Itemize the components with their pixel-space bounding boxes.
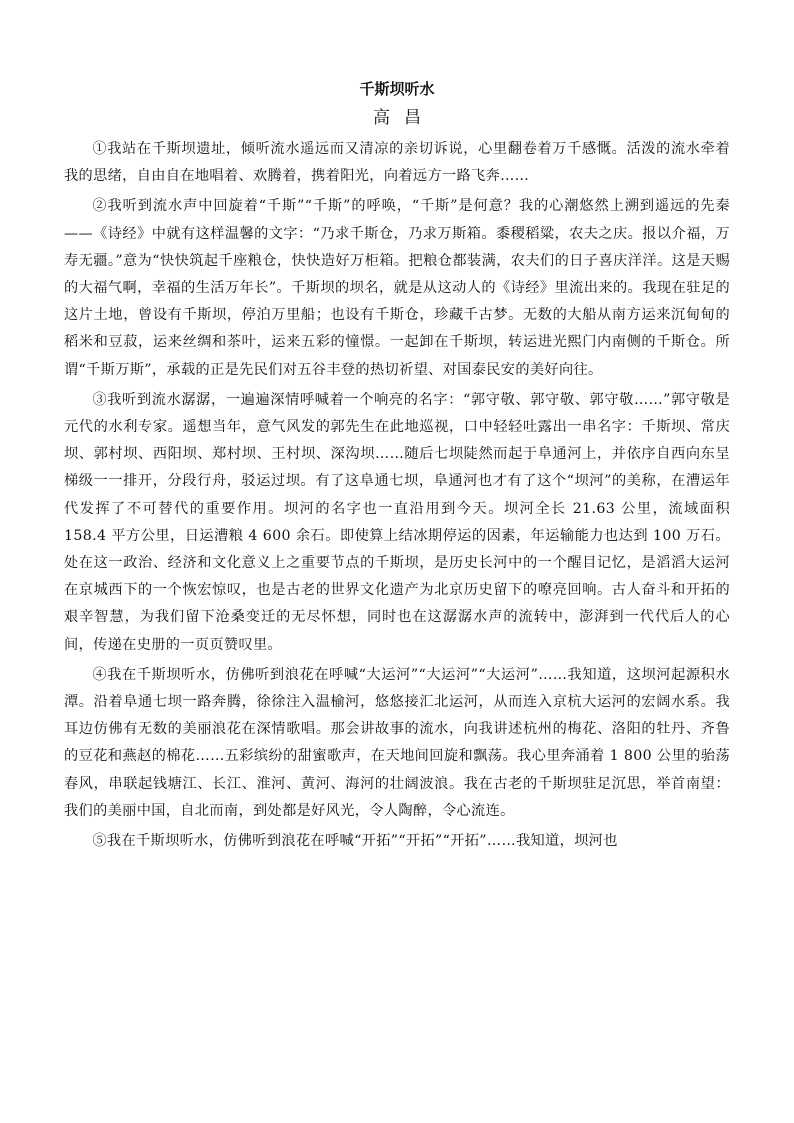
paragraph-3: ③我听到流水潺潺，一遍遍深情呼喊着一个响亮的名字：“郭守敬、郭守敬、郭守敬……”郭守敬是元代的水利专家。遥想当年，意气风发的郭先生在此地巡视，口中轻轻吐露出一串名字：千斯坝、常庆坝、郭村坝、西阳坝、郑村坝、王村坝、深沟坝……随后七坝陡然而起于阜通河上，并依序自西向东呈梯级一一排开，分段行舟，驳运过坝。有了这阜通七坝，阜通河也才有了这个“坝河”的美称，在漕运年代发挥了不可替代的重要作用。坝河的名字也一直沿用到今天。坝河全长 21.63 公里，流域面积 158.4 平方公里，日运漕粮 4 600 余石。即使算上结冰期停运的因素，年运输能力也达到 100 万石。处在这一政治、经济和文化意义上之重要节点的千斯坝，是历史长河中的一个醒目记忆，是滔滔大运河在京城西下的一个恢宏惊叹，也是古老的世界文化遗产为北京历史留下的嘹亮回响。古人奋斗和开拓的艰辛智慧，为我们留下沧桑变迁的无尽怀想，同时也在这潺潺水声的流转中，澎湃到一代代后人的心间，传递在史册的一页页赞叹里。 (64, 391, 730, 653)
paragraph-4: ④我在千斯坝听水，仿佛听到浪花在呼喊“大运河”“大运河”“大运河”……我知道，这坝河起源积水潭。沿着阜通七坝一路奔腾，徐徐注入温榆河，悠悠接汇北运河，从而连入京杭大运河的宏阔水系。我耳边仿佛有无数的美丽浪花在深情歌唱。那会讲故事的流水，向我讲述杭州的梅花、洛阳的牡丹、齐鲁的豆花和燕赵的棉花……五彩缤纷的甜蜜歌声，在天地间回旋和飘荡。我心里奔涌着 1 800 公里的骀荡春风，串联起钱塘江、长江、淮河、黄河、海河的壮阔波浪。我在古老的千斯坝驻足沉思，举首南望：我们的美丽中国，自北而南，到处都是好风光，令人陶醉，令心流连。 (64, 666, 730, 819)
article-title: 千斯坝听水 (359, 80, 435, 98)
article-author: 高昌 (373, 108, 435, 128)
document-page (64, 78, 730, 858)
paragraph-5: ⑤我在千斯坝听水，仿佛听到浪花在呼喊“开拓”“开拓”“开拓”……我知道，坝河也 (92, 833, 618, 850)
paragraph-2: ②我听到流水声中回旋着“千斯”“千斯”的呼唤，“千斯”是何意？我的心潮悠然上溯到遥远的先秦——《诗经》中就有这样温馨的文字：“乃求千斯仓，乃求万斯箱。黍稷稻粱，农夫之庆。报以介福，万寿无疆。”意为“快快筑起千座粮仓，快快造好万柜箱。把粮仓都装满，农夫们的日子喜庆洋洋。这是天赐的大福气啊，幸福的生活万年长”。千斯坝的坝名，就是从这动人的《诗经》里流出来的。我现在驻足的这片土地，曾设有千斯坝，停泊万里船；也设有千斯仓，珍藏千古梦。无数的大船从南方运来沉甸甸的稻米和豆菽，运来丝绸和茶叶，运来五彩的憧憬。一起卸在千斯坝，转运进光熙门内南侧的千斯仓。所谓“千斯万斯”，承载的正是先民们对五谷丰登的热切祈望、对国泰民安的美好向往。 (64, 198, 730, 378)
paragraph-1: ①我站在千斯坝遗址，倾听流水遥远而又清凉的亲切诉说，心里翻卷着万千感慨。活泼的流水牵着我的思绪，自由自在地唱着、欢腾着，携着阳光，向着远方一路飞奔…… (64, 141, 730, 185)
